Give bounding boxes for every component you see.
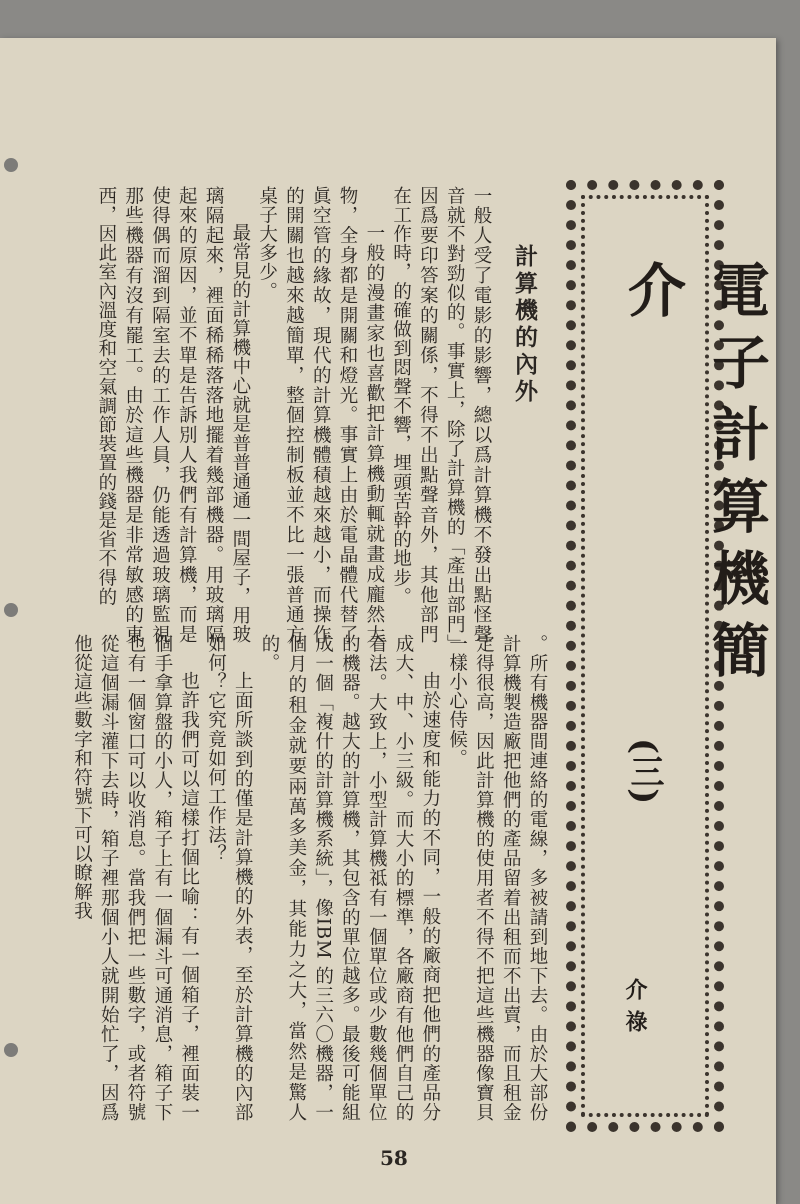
section-subtitle: 計算機的內外 [511,244,538,406]
paragraph: 由於速度和能力的不同，一般的廠商把他們的產品分成大、中、小三級。而大小的標準，各廠商有他們自己的看法。大致上，小型計算機祗有一個單位或少數幾個單位的機器。越大的計算機，其包含的單位越多。最後可能組成一個「複什的計算機系統」，像IBM 的三六〇機器，一個月的租金就要兩萬多美金，其能力之大，當然是驚人的。 [259,634,441,1122]
paragraph: 也許我們可以這樣打個比喻：有一個箱子，裡面裝一個手拿算盤的小人，箱子上有一個漏斗可通消息，箱子下也有一個窗口可以收消息。當我們把一些數字，或者符號從這個漏斗灌下去時，箱子裡那個小人就開始忙了，因爲他從這些數字和符號下可以瞭解我 [71,634,200,1122]
binder-hole [4,603,18,617]
paragraph: 。所有機器間連絡的電線，多被請到地下去。由於大部份計算機製造廠把他們的產品留着出租而不出賣，而且租金定得很高，因此計算機的使用者不得不把這些機器像寶貝一樣小心侍候。 [446,634,548,1122]
paragraph: 最常見的計算機中心就是普普通通一間屋子，用玻璃隔起來，裡面稀稀落落地擺着幾部機器。用玻璃隔起來的原因，並不單是告訴別人我們有計算機，而是使得偶而溜到隔室去的工作人員，仍能透過玻璃監視那些機器有沒有罷工。由於這些機器是非常敏感的東西，因此室內溫度和空氣調節裝置的錢是省不得的 [95,186,251,644]
paragraph: 一般人受了電影的影響，總以爲計算機不發出點怪聲音就不對勁似的。事實上，除了計算機的「產出部門」因爲要印答案的關係，不得不出點聲音外，其他部門在工作時，的確做到悶聲不響，埋頭苦幹的地步。 [390,186,492,644]
article-title: 電子計算機簡介 [618,260,770,692]
article-author: 介祿 [622,978,648,1042]
text-column-top [88,186,494,644]
text-column-bottom [71,634,550,1122]
magazine-page [0,38,776,1204]
paragraph: 上面所談到的僅是計算機的外表，至於計算機的內部如何？它究竟如何工作法？ [205,634,254,1122]
binder-hole [4,1043,18,1057]
page-number: 58 [380,1146,408,1170]
article-part-number: (三) [624,738,664,805]
paragraph: 一般的漫畫家也喜歡把計算機動輒就畫成龐然大物，全身都是開關和燈光。事實上由於電晶體代替了眞空管的緣故，現代的計算機體積越來越小，而操作的開關也越來越簡單，整個控制板並不比一張普通方桌子大多少。 [256,186,385,644]
binder-hole [4,158,18,172]
